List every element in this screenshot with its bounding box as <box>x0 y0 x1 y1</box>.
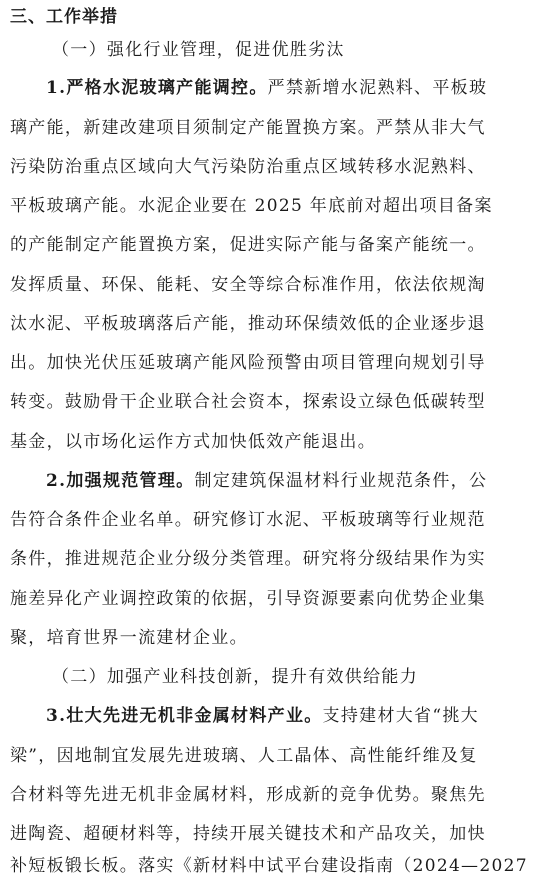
paragraph-1-line: 出。加快光伏压延玻璃产能风险预警由项目管理向规划引导 <box>10 353 486 373</box>
paragraph-1-line: 的产能制定产能置换方案，促进实际产能与备案产能统一。 <box>10 235 486 255</box>
paragraph-2-line: 施差异化产业调控政策的依据，引导资源要素向优势企业集 <box>10 589 486 609</box>
paragraph-1-line: 基金，以市场化运作方式加快低效产能退出。 <box>10 432 376 452</box>
paragraph-3-line: 补短板锻长板。落实《新材料中试平台建设指南（2024—2027 <box>10 856 528 876</box>
paragraph-2-text: 制定建筑保温材料行业规范条件，公 <box>194 471 488 491</box>
paragraph-2-line-1 <box>10 466 551 496</box>
paragraph-2-line: 条件，推进规范企业分级分类管理。研究将分级结果作为实 <box>10 549 486 569</box>
paragraph-1-line: 发挥质量、环保、能耗、安全等综合标准作用，依法依规淘 <box>10 275 486 295</box>
paragraph-3-line: 进陶瓷、超硬材料等，持续开展关键技术和产品攻关，加快 <box>10 824 486 844</box>
paragraph-3-lead: 3.壮大先进无机非金属材料产业。 <box>46 706 323 726</box>
paragraph-1-line: 汰水泥、平板玻璃落后产能，推动环保绩效低的企业逐步退 <box>10 314 486 334</box>
subsection-heading-1: （一）强化行业管理，促进优胜劣汰 <box>52 40 345 60</box>
section-heading: 三、工作举措 <box>10 7 118 27</box>
paragraph-2-lead: 2.加强规范管理。 <box>46 471 195 491</box>
paragraph-2-line: 聚，培育世界一流建材企业。 <box>10 628 248 648</box>
paragraph-1-line: 污染防治重点区域向大气污染防治重点区域转移水泥熟料、 <box>10 157 486 177</box>
paragraph-1-line: 转变。鼓励骨干企业联合社会资本，探索设立绿色低碳转型 <box>10 392 486 412</box>
paragraph-1-text: 严禁新增水泥熟料、平板玻 <box>267 78 488 98</box>
paragraph-1-line-1 <box>10 73 551 103</box>
paragraph-1-line: 平板玻璃产能。水泥企业要在 2025 年底前对超出项目备案 <box>10 196 493 216</box>
paragraph-3-line: 合材料等先进无机非金属材料，形成新的竞争优势。聚焦先 <box>10 785 486 805</box>
subsection-heading-2: （二）加强产业科技创新，提升有效供给能力 <box>52 667 418 687</box>
paragraph-2-line: 告符合条件企业名单。研究修订水泥、平板玻璃等行业规范 <box>10 510 486 530</box>
paragraph-1-lead: 1.严格水泥玻璃产能调控。 <box>46 78 268 98</box>
paragraph-3-text: 支持建材大省“挑大 <box>322 706 479 726</box>
paragraph-3-line-1 <box>10 701 551 731</box>
paragraph-3-line: 梁”，因地制宜发展先进玻璃、人工晶体、高性能纤维及复 <box>10 746 478 766</box>
paragraph-1-line: 璃产能，新建改建项目须制定产能置换方案。严禁从非大气 <box>10 118 486 138</box>
